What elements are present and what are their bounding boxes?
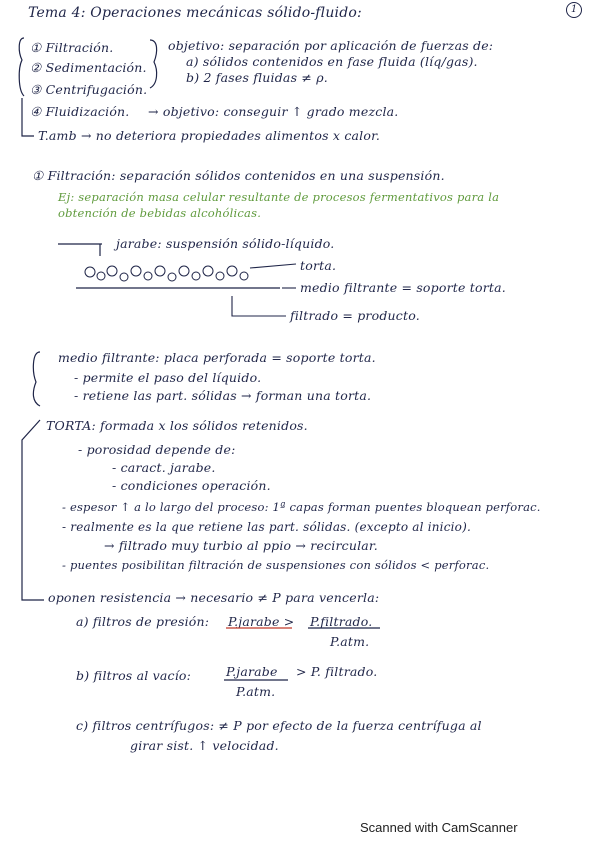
filtration-example-line-2: obtención de bebidas alcohólicas. (58, 206, 262, 220)
scanner-watermark: Scanned with CamScanner (360, 820, 518, 835)
intro-item-centrifugation: ③ Centrifugación. (30, 82, 148, 97)
torta-definition: TORTA: formada x los sólidos retenidos. (46, 418, 308, 433)
intro-item-fluidization: ④ Fluidización. (30, 104, 130, 119)
torta-bridges: - puentes posibilitan filtración de suspensiones con sólidos < perforac. (62, 558, 490, 572)
particles-drawing (85, 266, 248, 281)
pressure-filters-jarabe: P.jarabe > (228, 614, 295, 629)
vacuum-filters-label: b) filtros al vacío: (76, 668, 192, 683)
fluidization-objective: → objetivo: conseguir ↑ grado mezcla. (148, 104, 399, 119)
page-title: Tema 4: Operaciones mecánicas sólido-fluido: (28, 5, 362, 21)
medio-filtrante-definition: medio filtrante: placa perforada = soporte torta. (58, 350, 376, 365)
intro-item-sedimentation: ② Sedimentación. (30, 60, 147, 75)
torta-retains: - realmente es la que retiene las part. sólidas. (excepto al inicio). (62, 520, 471, 534)
centrifugal-filters-label-2: girar sist. ↑ velocidad. (130, 738, 279, 753)
objective-bracket (150, 40, 157, 88)
filtrado-arrow (232, 296, 286, 316)
diagram-label-medio: medio filtrante = soporte torta. (300, 280, 506, 295)
pressure-filters-label: a) filtros de presión: (76, 614, 210, 629)
intro-bracket (19, 38, 24, 96)
vacuum-filters-filtrado: > P. filtrado. (296, 664, 378, 679)
diagram-label-jarabe: jarabe: suspensión sólido-líquido. (116, 236, 335, 251)
pressure-filters-filtrado: P.filtrado. (310, 614, 373, 629)
torta-porosity-b: - condiciones operación. (112, 478, 271, 493)
diagram-label-torta: torta. (300, 258, 337, 273)
medio-filtrante-point-1: - permite el paso del líquido. (74, 370, 262, 385)
diagram-label-filtrado: filtrado = producto. (290, 308, 420, 323)
t-amb-arrow (22, 98, 34, 136)
torta-porosity: - porosidad depende de: (78, 442, 236, 457)
torta-porosity-a: - caract. jarabe. (112, 460, 216, 475)
medio-filtrante-point-2: - retiene las part. sólidas → forman una torta. (74, 388, 372, 403)
intro-item-filtration: ① Filtración. (30, 40, 114, 55)
centrifugal-filters-label: c) filtros centrífugos: ≠ P por efecto de la fuerza centrífuga al (76, 718, 482, 733)
torta-thickness: - espesor ↑ a lo largo del proceso: 1ª capas forman puentes bloquean perforac. (62, 500, 541, 514)
t-amb-note: T.amb → no deteriora propiedades alimentos x calor. (38, 128, 381, 143)
jarabe-arrow (58, 244, 102, 256)
filtration-heading: ① Filtración: separación sólidos contenidos en una suspensión. (32, 168, 445, 183)
objective-separation: objetivo: separación por aplicación de fuerzas de: (168, 38, 494, 53)
resistance-note: oponen resistencia → necesario ≠ P para vencerla: (48, 590, 380, 605)
torta-recirculate: → filtrado muy turbio al ppio → recircular. (104, 538, 378, 553)
page-number-badge: 1 (566, 2, 582, 18)
objective-separation-a: a) sólidos contenidos en fase fluida (líq/gas). (186, 54, 478, 69)
medio-bracket (33, 352, 40, 406)
pressure-filters-atm: P.atm. (330, 634, 370, 649)
torta-bracket (22, 420, 44, 600)
vacuum-filters-atm: P.atm. (236, 684, 276, 699)
torta-arrow (250, 264, 296, 268)
vacuum-filters-jarabe: P.jarabe (226, 664, 278, 679)
filtration-example-line-1: Ej: separación masa celular resultante de procesos fermentativos para la (58, 190, 500, 204)
objective-separation-b: b) 2 fases fluidas ≠ ρ. (186, 70, 328, 85)
